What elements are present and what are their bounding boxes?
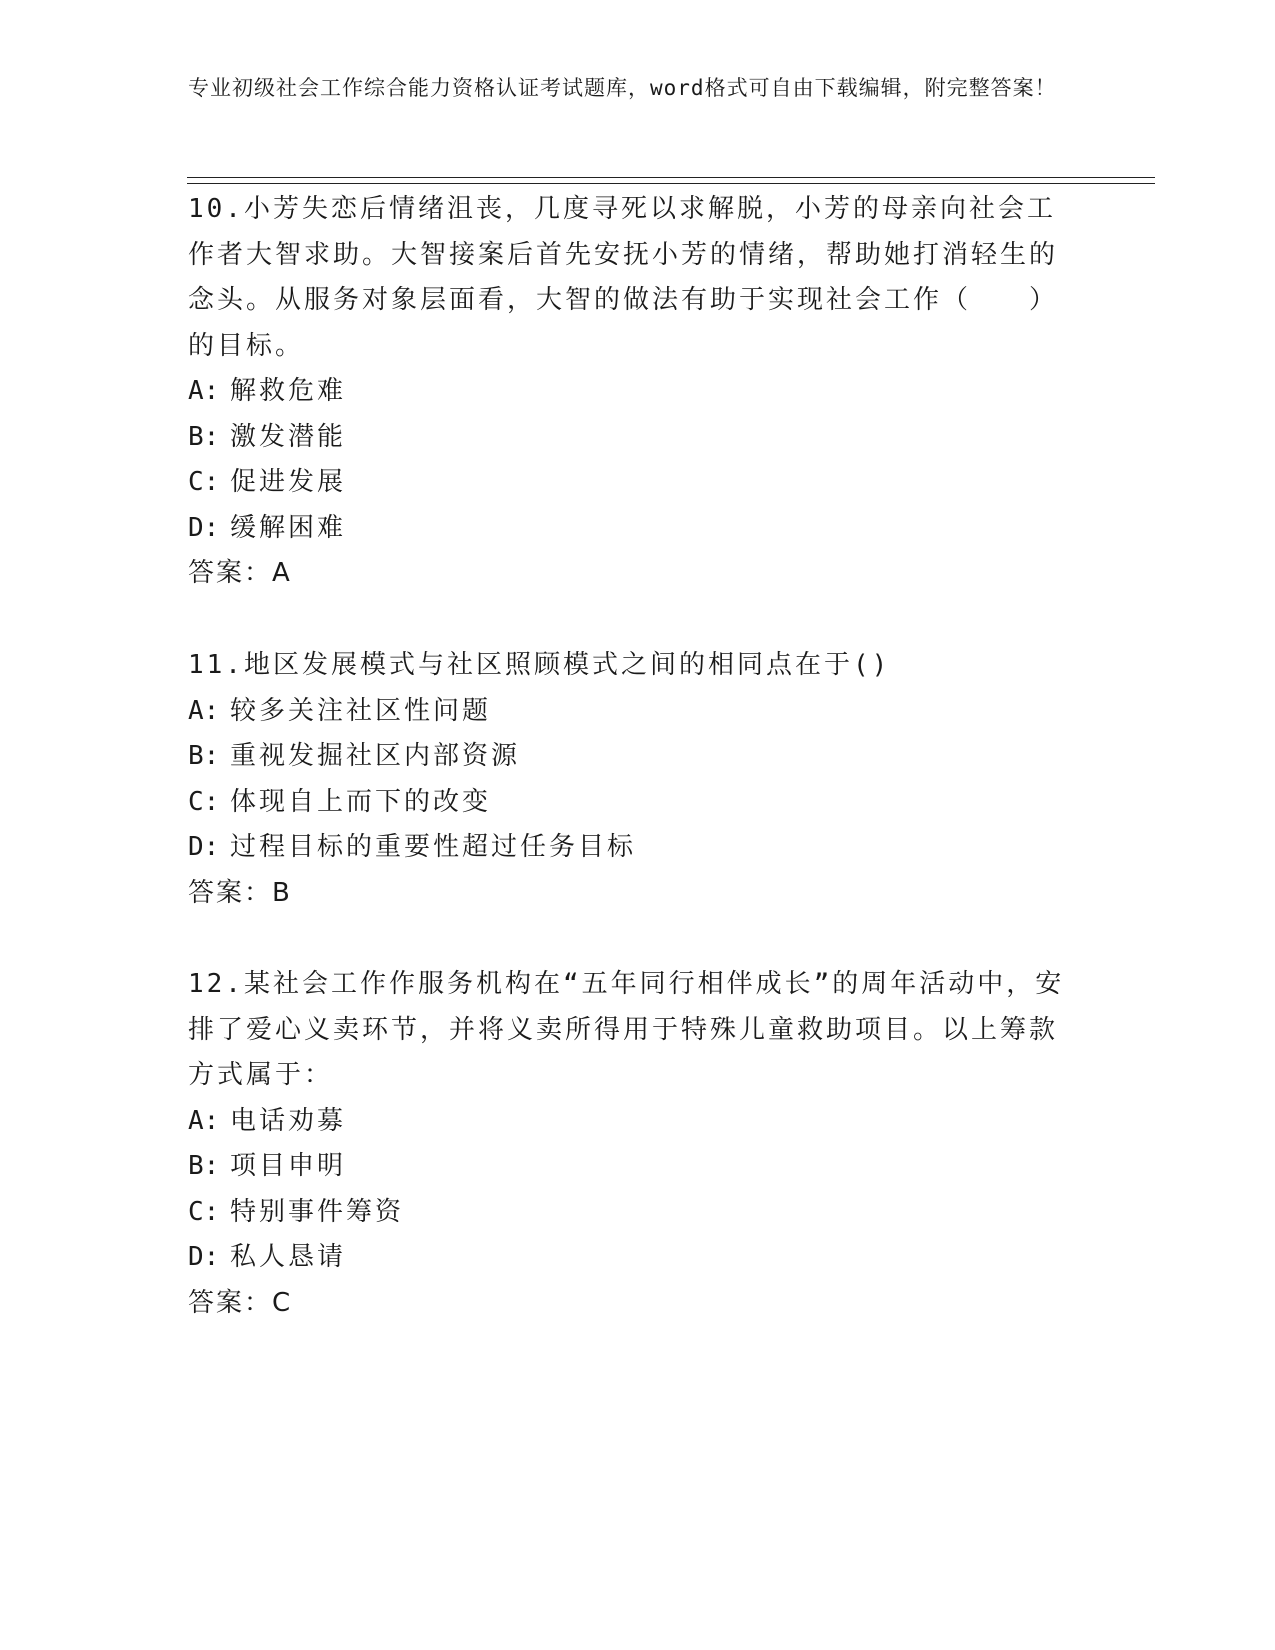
option-b xyxy=(188,415,1068,461)
option-c xyxy=(188,460,1068,506)
option-a xyxy=(188,689,1068,735)
option-key: D: xyxy=(188,512,220,543)
question-stem: 12.某社会工作作服务机构在“五年同行相伴成长”的周年活动中，安排了爱心义卖环节，并将义卖所得用于特殊儿童救助项目。以上筹款方式属于： xyxy=(188,969,1065,1090)
option-text: 重视发掘社区内部资源 xyxy=(230,741,521,771)
header-divider-bottom xyxy=(187,183,1155,184)
option-c xyxy=(188,780,1068,826)
question-stem: 10.小芳失恋后情绪沮丧，几度寻死以求解脱，小芳的母亲向社会工作者大智求助。大智接案后首先安抚小芳的情绪，帮助她打消轻生的念头。从服务对象层面看，大智的做法有助于实现社会工作（ ）的目标。 xyxy=(188,194,1059,361)
question-stem: 11.地区发展模式与社区照顾模式之间的相同点在于() xyxy=(188,650,891,680)
option-text: 促进发展 xyxy=(230,467,347,497)
option-b xyxy=(188,1144,1068,1190)
option-key: A: xyxy=(188,695,220,726)
option-text: 私人恳请 xyxy=(230,1242,347,1272)
document-header: 专业初级社会工作综合能力资格认证考试题库，word格式可自由下载编辑，附完整答案！ xyxy=(188,76,1057,100)
answer-line: 答案：A xyxy=(188,558,292,588)
option-key: C: xyxy=(188,786,220,817)
option-d xyxy=(188,825,1068,871)
answer-line: 答案：B xyxy=(188,877,292,908)
option-a xyxy=(188,369,1068,415)
option-text: 过程目标的重要性超过任务目标 xyxy=(230,832,637,862)
option-key: D: xyxy=(188,1242,220,1272)
option-d xyxy=(188,1235,1068,1281)
option-key: B: xyxy=(188,421,220,452)
option-text: 电话劝募 xyxy=(230,1105,347,1136)
option-key: C: xyxy=(188,467,220,497)
option-text: 激发潜能 xyxy=(230,421,347,452)
question-11 xyxy=(188,643,1068,916)
option-key: B: xyxy=(188,1151,220,1181)
option-text: 项目申明 xyxy=(230,1151,347,1181)
option-text: 体现自上而下的改变 xyxy=(230,786,492,817)
option-text: 解救危难 xyxy=(230,376,347,406)
question-12 xyxy=(188,962,1068,1326)
option-d xyxy=(188,506,1068,552)
option-text: 较多关注社区性问题 xyxy=(230,695,492,726)
option-text: 缓解困难 xyxy=(230,512,347,543)
option-key: A: xyxy=(188,376,220,406)
option-c xyxy=(188,1190,1068,1236)
option-key: B: xyxy=(188,741,220,771)
option-a xyxy=(188,1099,1068,1145)
option-b xyxy=(188,734,1068,780)
option-key: A: xyxy=(188,1105,220,1136)
question-10 xyxy=(188,187,1068,597)
option-text: 特别事件筹资 xyxy=(230,1196,405,1227)
option-key: D: xyxy=(188,832,220,862)
answer-line: 答案：C xyxy=(188,1287,293,1318)
option-key: C: xyxy=(188,1196,220,1227)
header-divider-top xyxy=(187,177,1155,178)
